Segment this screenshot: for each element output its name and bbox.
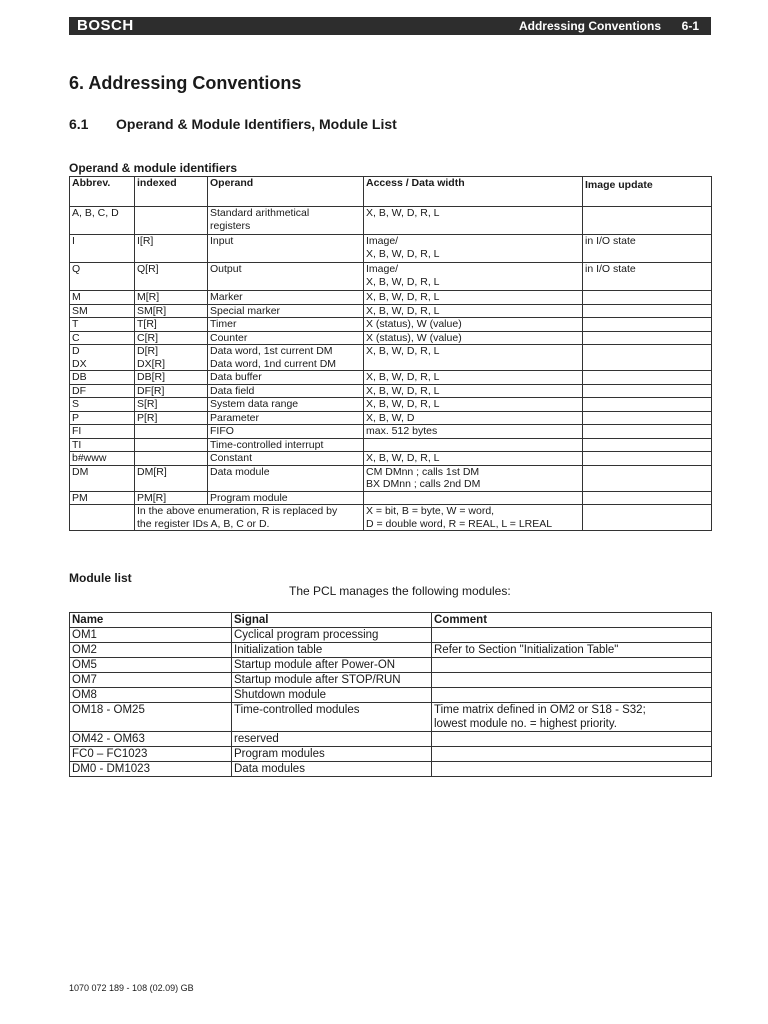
table-row	[70, 235, 712, 263]
table-cell: DF	[70, 384, 135, 398]
table-row	[70, 732, 712, 747]
table-cell: Initialization table	[232, 643, 432, 658]
table-cell: A, B, C, D	[70, 207, 135, 235]
table-row	[70, 345, 712, 371]
table-cell: Output	[208, 263, 364, 291]
table-cell	[135, 438, 208, 452]
table-row	[70, 318, 712, 332]
table-cell: b#www	[70, 452, 135, 466]
operand-table	[69, 176, 712, 531]
table-cell: Startup module after Power-ON	[232, 658, 432, 673]
table-cell: TI	[70, 438, 135, 452]
table-cell	[583, 398, 712, 412]
column-header: Access / Data width	[364, 177, 583, 207]
table-cell: Image/ X, B, W, D, R, L	[364, 235, 583, 263]
table-cell: Time matrix defined in OM2 or S18 - S32; lowest module no. = highest priority.	[432, 703, 712, 732]
table-cell: P[R]	[135, 411, 208, 425]
register-note: In the above enumeration, R is replaced by the register IDs A, B, C or D.	[135, 505, 364, 531]
module-table-body	[70, 628, 712, 777]
table-row	[70, 491, 712, 505]
table-cell: DM	[70, 465, 135, 491]
table-cell	[70, 505, 135, 531]
table-cell: Q	[70, 263, 135, 291]
table-row	[70, 207, 712, 235]
table-cell: PM[R]	[135, 491, 208, 505]
section-title: Operand & Module Identifiers, Module List	[116, 116, 397, 132]
table-cell	[364, 491, 583, 505]
table-row	[70, 291, 712, 305]
table-note-row	[70, 505, 712, 531]
table-cell	[583, 491, 712, 505]
table-row	[70, 438, 712, 452]
table-cell: Program module	[208, 491, 364, 505]
table-cell: Special marker	[208, 304, 364, 318]
table-cell	[135, 425, 208, 439]
table-cell: max. 512 bytes	[364, 425, 583, 439]
page-number: 6-1	[681, 19, 699, 33]
table-row	[70, 465, 712, 491]
table-cell: CM DMnn ; calls 1st DM BX DMnn ; calls 2nd DM	[364, 465, 583, 491]
column-header: Signal	[232, 613, 432, 628]
table-cell: C[R]	[135, 331, 208, 345]
table-cell	[432, 732, 712, 747]
table-row	[70, 643, 712, 658]
table-cell: X, B, W, D, R, L	[364, 452, 583, 466]
table-cell: OM42 - OM63	[70, 732, 232, 747]
table-cell	[432, 747, 712, 762]
table-cell: DB	[70, 371, 135, 385]
table-cell	[583, 425, 712, 439]
table-row	[70, 703, 712, 732]
table-cell: X (status), W (value)	[364, 318, 583, 332]
brand-logo: BOSCH	[77, 17, 134, 34]
table-cell: Program modules	[232, 747, 432, 762]
table-cell: D[R] DX[R]	[135, 345, 208, 371]
table-row	[70, 452, 712, 466]
table-row	[70, 411, 712, 425]
column-header: Comment	[432, 613, 712, 628]
table-cell: D DX	[70, 345, 135, 371]
table-row	[70, 331, 712, 345]
table-cell: X, B, W, D, R, L	[364, 345, 583, 371]
table-cell: reserved	[232, 732, 432, 747]
table-cell: OM5	[70, 658, 232, 673]
column-header: Image update	[583, 177, 712, 207]
table-cell	[583, 452, 712, 466]
table-cell: X, B, W, D, R, L	[364, 371, 583, 385]
module-table	[69, 612, 712, 777]
header-title: Addressing Conventions	[518, 19, 661, 33]
table-cell: X (status), W (value)	[364, 331, 583, 345]
table-cell	[583, 384, 712, 398]
table-cell: Time-controlled interrupt	[208, 438, 364, 452]
table-cell: X, B, W, D, R, L	[364, 398, 583, 412]
table-cell: OM18 - OM25	[70, 703, 232, 732]
table-cell: Q[R]	[135, 263, 208, 291]
table-cell: X, B, W, D	[364, 411, 583, 425]
table-row	[70, 384, 712, 398]
column-header: Operand	[208, 177, 364, 207]
table-cell: X, B, W, D, R, L	[364, 291, 583, 305]
data-width-legend: X = bit, B = byte, W = word, D = double word, R = REAL, L = LREAL	[364, 505, 583, 531]
table-cell: Timer	[208, 318, 364, 332]
table-cell: FIFO	[208, 425, 364, 439]
table-row	[70, 762, 712, 777]
table-row	[70, 304, 712, 318]
table-cell: in I/O state	[583, 235, 712, 263]
table-cell: Time-controlled modules	[232, 703, 432, 732]
table-cell: Cyclical program processing	[232, 628, 432, 643]
table-cell	[135, 452, 208, 466]
table-cell	[135, 207, 208, 235]
table-cell: Data field	[208, 384, 364, 398]
module-table-header-row	[70, 613, 712, 628]
table-cell	[432, 673, 712, 688]
table-cell: S	[70, 398, 135, 412]
table-cell: System data range	[208, 398, 364, 412]
table-cell: DF[R]	[135, 384, 208, 398]
table-row	[70, 628, 712, 643]
table-cell: SM	[70, 304, 135, 318]
table-cell: Data word, 1st current DM Data word, 1nd current DM	[208, 345, 364, 371]
table-cell: DM0 - DM1023	[70, 762, 232, 777]
section-heading	[69, 116, 397, 132]
document-number: 1070 072 189 - 108 (02.09) GB	[69, 983, 194, 993]
table-cell: FI	[70, 425, 135, 439]
table-cell: OM1	[70, 628, 232, 643]
operand-table-body	[70, 207, 712, 531]
table-cell: in I/O state	[583, 263, 712, 291]
table-row	[70, 398, 712, 412]
table-row	[70, 673, 712, 688]
column-header: Name	[70, 613, 232, 628]
table-cell: Constant	[208, 452, 364, 466]
operand-table-header-row	[70, 177, 712, 207]
table-row	[70, 688, 712, 703]
table-cell: Shutdown module	[232, 688, 432, 703]
table-cell: OM8	[70, 688, 232, 703]
table-cell: Startup module after STOP/RUN	[232, 673, 432, 688]
table-cell: I[R]	[135, 235, 208, 263]
table-cell: Marker	[208, 291, 364, 305]
table-cell: X, B, W, D, R, L	[364, 207, 583, 235]
table-cell	[583, 318, 712, 332]
table-row	[70, 658, 712, 673]
table-cell: P	[70, 411, 135, 425]
table-cell: M[R]	[135, 291, 208, 305]
column-header: indexed	[135, 177, 208, 207]
table-cell: Data buffer	[208, 371, 364, 385]
table-cell	[432, 658, 712, 673]
table-cell: Parameter	[208, 411, 364, 425]
table-cell: Image/ X, B, W, D, R, L	[364, 263, 583, 291]
table-cell	[364, 438, 583, 452]
table-row	[70, 747, 712, 762]
table-cell: Data module	[208, 465, 364, 491]
table-cell: S[R]	[135, 398, 208, 412]
table-cell: Input	[208, 235, 364, 263]
table-cell: M	[70, 291, 135, 305]
table-cell	[583, 304, 712, 318]
table-cell: FC0 – FC1023	[70, 747, 232, 762]
table-cell: SM[R]	[135, 304, 208, 318]
table-cell	[583, 371, 712, 385]
table-cell: Refer to Section "Initialization Table"	[432, 643, 712, 658]
table-row	[70, 371, 712, 385]
table-cell: X, B, W, D, R, L	[364, 384, 583, 398]
module-list-label: Module list	[69, 571, 132, 585]
table-cell: X, B, W, D, R, L	[364, 304, 583, 318]
table-cell: Data modules	[232, 762, 432, 777]
table-cell: OM2	[70, 643, 232, 658]
table-cell	[583, 291, 712, 305]
chapter-title: 6. Addressing Conventions	[69, 73, 302, 93]
table-cell: OM7	[70, 673, 232, 688]
table-cell	[583, 505, 712, 531]
table-cell: DM[R]	[135, 465, 208, 491]
table-cell	[583, 465, 712, 491]
table-cell: DB[R]	[135, 371, 208, 385]
table-cell	[583, 207, 712, 235]
table-row	[70, 425, 712, 439]
table-cell	[583, 411, 712, 425]
table-cell: C	[70, 331, 135, 345]
table-row	[70, 263, 712, 291]
table-cell	[432, 688, 712, 703]
table-cell: I	[70, 235, 135, 263]
column-header: Abbrev.	[70, 177, 135, 207]
table-cell: T	[70, 318, 135, 332]
table-cell	[432, 762, 712, 777]
table-cell: Counter	[208, 331, 364, 345]
table-cell: T[R]	[135, 318, 208, 332]
table-cell	[432, 628, 712, 643]
section-number: 6.1	[69, 116, 89, 132]
table-cell	[583, 345, 712, 371]
table-cell: PM	[70, 491, 135, 505]
module-list-intro: The PCL manages the following modules:	[289, 584, 511, 598]
operand-table-label: Operand & module identifiers	[69, 161, 238, 175]
table-cell: Standard arithmetical registers	[208, 207, 364, 235]
table-cell	[583, 331, 712, 345]
table-cell	[583, 438, 712, 452]
page-header	[69, 17, 711, 35]
